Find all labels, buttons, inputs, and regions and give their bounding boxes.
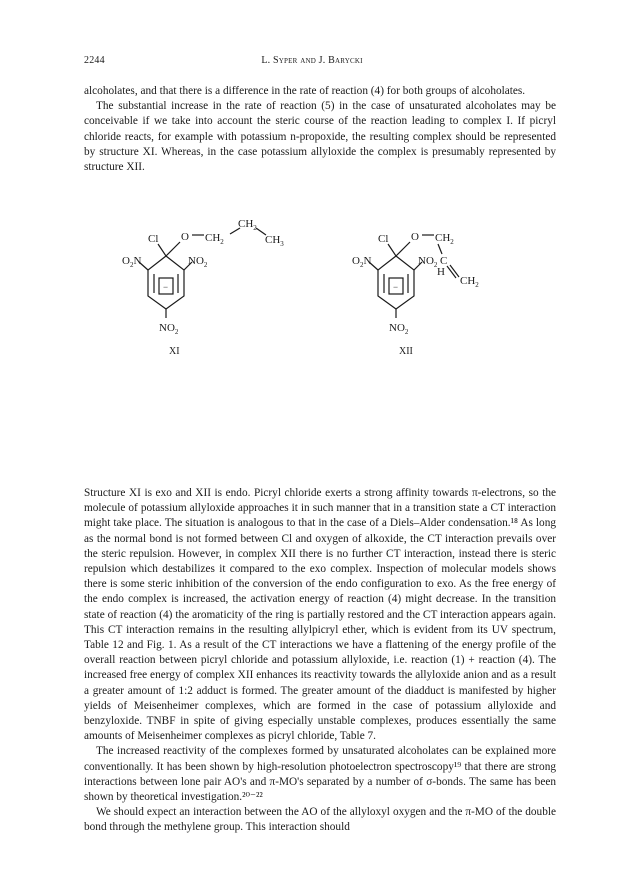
paragraph: alcoholates, and that there is a difference in the rate of reaction (4) for both groups of alcoholates.: [84, 85, 526, 97]
o-atom: O: [181, 231, 189, 243]
o-atom: O: [411, 231, 419, 243]
page-number: 2244: [84, 55, 105, 66]
structures-svg: [84, 210, 556, 360]
running-head: L. Syper and J. Barycki: [261, 55, 363, 66]
paragraph: We should expect an interaction between the AO of the allyloxyl oxygen and the π-MO of the double bond through the methylene group. This interaction should: [84, 806, 556, 834]
cl-atom: Cl: [148, 233, 159, 245]
no2-group: $NO_2$: [418, 255, 438, 269]
structure-label-xi: XI: [169, 346, 180, 357]
structure-label-xii: XII: [399, 346, 413, 357]
no2-group: $NO_2$: [159, 322, 179, 336]
bottom-text-block: [84, 486, 556, 836]
cl-atom: Cl: [378, 233, 389, 245]
h-atom: H: [437, 266, 445, 278]
o2n-group: $O_2N$: [122, 255, 142, 269]
ch2-group: $CH_2$: [435, 232, 454, 246]
chemical-structures-figure: [84, 210, 556, 360]
no2-group: $NO_2$: [188, 255, 208, 269]
paragraph: Structure XI is exo and XII is endo. Picryl chloride exerts a strong affinity towards π-electrons, so the molecule of potassium allyloxide approaches it in such manner that in a transition state a CT interaction might take place. The situation is analogous to that in the case of a Diels–Alder condensation.¹⁸ As long as the normal bond is not formed between Cl and oxygen of alkoxide, the CT interaction prevails over the steric repulsion. However, in complex XII there is no further CT interaction, instead there is steric repulsion which destabilizes it compared to the exo complex. Inspection of molecular models shows there is some steric inhibition of the conversion of the endo configuration to exo. As the free energy of the endo complex is increased, the activation energy of reaction (4) might decrease. In the transition state of reaction (4) the aromaticity of the ring is partially restored and the CT interaction appears again. This CT interaction remains in the resulting allylpicryl ether, which is evident from its UV spectrum, Table 12 and Fig. 1. As a result of the CT interactions we have a flattening of the energy profile of the overall reaction between picryl chloride and potassium allyloxide, i.e. reaction (1) + reaction (4). The increased free energy of complex XII enhances its reactivity towards the allyloxide anion and as a result a greater amount of 1:2 adduct is formed. The greater amount of the diadduct is manifested by higher yields of Meisenheimer complexes, which are formed in the case of potassium allyloxide and benzyloxide. TNBF in spite of giving especially unstable complexes, produces essentially the same amounts of Meisenheimer complexes as picryl chloride, Table 7.: [84, 487, 556, 743]
o2n-group: $O_2N$: [352, 255, 372, 269]
ch2-group: $CH_2$: [238, 218, 257, 232]
no2-group: $NO_2$: [389, 322, 409, 336]
ch2-group: $CH_2$: [460, 275, 479, 289]
structure-xii-atoms: [352, 231, 479, 336]
structure-xi-atoms: [122, 218, 284, 336]
structure-xii: [369, 235, 459, 318]
ch2-group: $CH_2$: [205, 232, 224, 246]
paragraph: The increased reactivity of the complexes formed by unsaturated alcoholates can be explained more conventionally. It has been shown by high-resolution photoelectron spectroscopy¹⁹ that there are strong interactions between lone pair AO's and π-MO's separated by a number of σ-bonds. The same has been shown by theoretical investigation.²⁰⁻²²: [84, 745, 556, 804]
top-text-block: [84, 84, 556, 175]
ring-charge: −: [163, 282, 169, 292]
ch3-group: $CH_3$: [265, 234, 284, 248]
c-atom: C: [440, 255, 448, 267]
paragraph: The substantial increase in the rate of reaction (5) in the case of unsaturated alcoholates may be conceivable if we take into account the steric course of the reaction leading to complex I. If picryl chloride reacts, for example with potassium n-propoxide, the resulting complex should be represented by structure XI. Whereas, in the case potassium allyloxide the complex is presumably represented by structure XII.: [84, 100, 556, 174]
ring-charge: −: [393, 282, 399, 292]
